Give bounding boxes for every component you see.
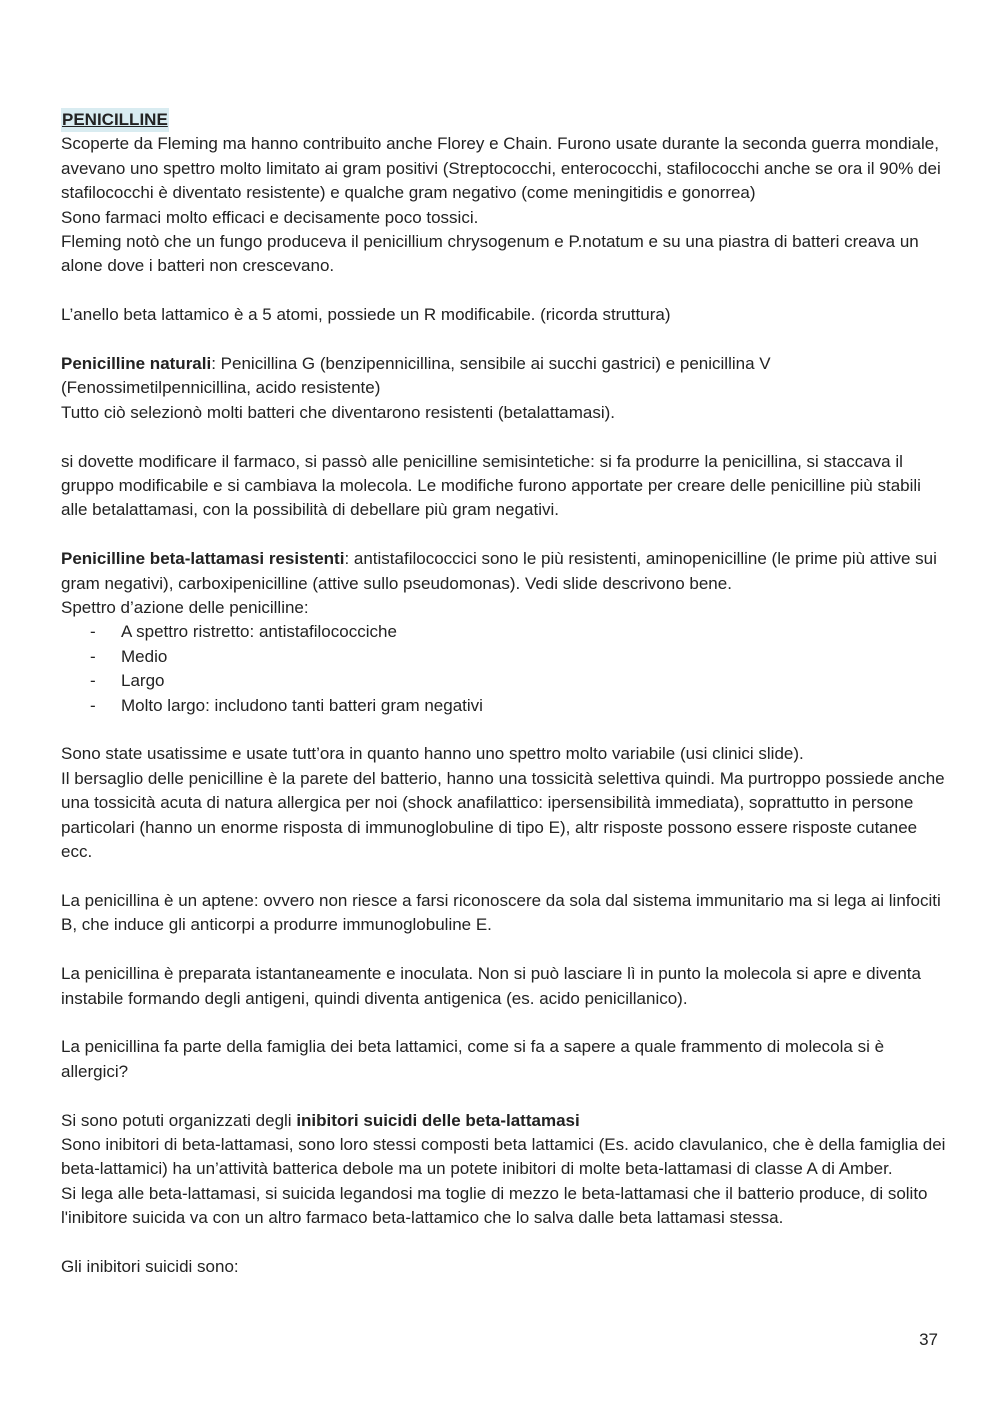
paragraph-natural-penicillins: Penicilline naturali: Penicillina G (benzipennicillina, sensibile ai succhi gastrici) e penicillina V (Fenossimetilpennicillina, acido resistente)	[61, 354, 771, 398]
list-item: - A spettro ristretto: antistafilococciche	[61, 620, 946, 644]
paragraph-suicide-inhibitors: Si sono potuti organizzati degli inibitori suicidi delle beta-lattamasi	[61, 1110, 580, 1130]
paragraph-usage: Sono state usatissime e usate tutt’ora in quanto hanno uno spettro molto variabile (usi clinici slide).	[61, 744, 804, 764]
paragraph-efficacy: Sono farmaci molto efficaci e decisamente poco tossici.	[61, 207, 479, 227]
paragraph-target-toxicity: Il bersaglio delle penicilline è la parete del batterio, hanno una tossicità selettiva quindi. Ma purtroppo possiede anche una tossicità acuta di natura allergica per noi (shock anafilattico: ipersensibilità immediata), soprattutto in persone particolari (hanno un enorme risposta di immunoglobuline di tipo E), altr risposte possono essere risposte cutanee ecc.	[61, 768, 945, 862]
term-natural-penicillins: Penicilline naturali	[61, 354, 212, 374]
term-suicide-inhibitors: inibitori suicidi delle beta-lattamasi	[296, 1110, 580, 1130]
paragraph-beta-lactam-ring: L’anello beta lattamico è a 5 atomi, possiede un R modificabile. (ricorda struttura)	[61, 305, 671, 325]
list-item: - Largo	[61, 669, 946, 693]
paragraph-resistance: Tutto ciò selezionò molti batteri che diventarono resistenti (betalattamasi).	[61, 402, 616, 422]
paragraph-hapten: La penicillina è un aptene: ovvero non riesce a farsi riconoscere da sola dal sistema immunitario ma si lega ai linfociti B, che induce gli anticorpi a produrre immunoglobuline E.	[61, 890, 941, 935]
spectrum-list	[61, 620, 946, 718]
paragraph-semisynthetic: si dovette modificare il farmaco, si passò alle penicilline semisintetiche: si fa produrre la penicillina, si staccava il gruppo modificabile e si cambiava la molecola. Le modifiche furono apportate per creare delle penicilline più stabili alle betalattamasi, con la possibilità di debellare più gram negativi.	[61, 451, 921, 520]
paragraph-mechanism: Si lega alle beta-lattamasi, si suicida legandosi ma toglie di mezzo le beta-lattamasi che il batterio produce, di solito l'inibitore suicida va con un altro farmaco beta-lattamico che lo salva dalle beta lattamasi stessa.	[61, 1183, 928, 1228]
paragraph-resistant-penicillins: Penicilline beta-lattamasi resistenti: antistafilococcici sono le più resistenti, aminopenicilline (le prime più attive sui gram negativi), carboxipenicilline (attive sullo pseudomonas). Vedi slide descrivono bene.	[61, 549, 937, 593]
paragraph-inhibitors-list-intro: Gli inibitori suicidi sono:	[61, 1256, 239, 1276]
list-item: - Molto largo: includono tanti batteri gram negativi	[61, 694, 946, 718]
list-item: - Medio	[61, 645, 946, 669]
section-title: PENICILLINE	[61, 108, 169, 132]
paragraph-clavulanic: Sono inibitori di beta-lattamasi, sono loro stessi composti beta lattamici (Es. acido clavulanico, che è della famiglia dei beta-lattamici) ha un’attività batterica debole ma un potete inibitori di molte beta-lattamasi di classe A di Amber.	[61, 1134, 946, 1179]
term-resistant-penicillins: Penicilline beta-lattamasi resistenti	[61, 549, 345, 569]
paragraph-spectrum-intro: Spettro d’azione delle penicilline:	[61, 598, 309, 618]
paragraph-preparation: La penicillina è preparata istantaneamente e inoculata. Non si può lasciare lì in punto la molecola si apre e diventa instabile formando degli antigeni, quindi diventa antigenica (es. acido penicillanico).	[61, 964, 921, 1008]
paragraph-fleming: Fleming notò che un fungo produceva il penicillium chrysogenum e P.notatum e su una piastra di batteri creava un alone dove i batteri non crescevano.	[61, 232, 919, 276]
paragraph-allergy-question: La penicillina fa parte della famiglia dei beta lattamici, come si fa a sapere a quale frammento di molecola si è allergici?	[61, 1037, 885, 1081]
page-number: 37	[919, 1330, 938, 1349]
page-content	[61, 108, 946, 1279]
paragraph-discovery: Scoperte da Fleming ma hanno contribuito anche Florey e Chain. Furono usate durante la seconda guerra mondiale, avevano uno spettro molto limitato ai gram positivi (Streptococchi, enterococchi, stafilococchi anche se ora il 90% dei stafilococchi è diventato resistente) e qualche gram negativo (come meningitidis e gonorrea)	[61, 134, 941, 203]
